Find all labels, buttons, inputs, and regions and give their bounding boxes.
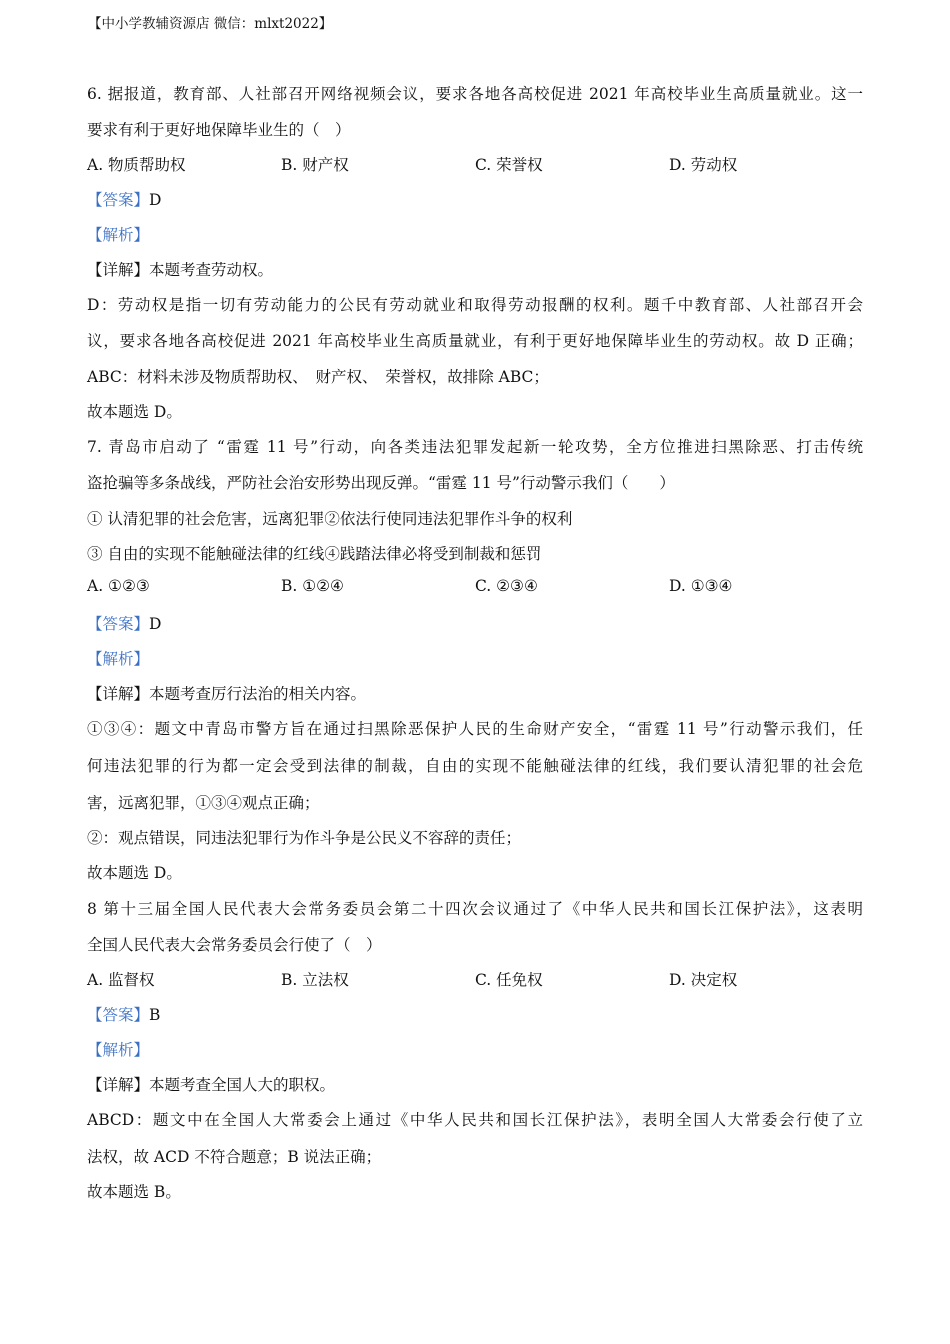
q7-options (87, 577, 863, 599)
page-header: 【中小学教辅资源店 微信：mlxt2022】 (88, 16, 333, 32)
q6-answer-tag: 【答案】 (87, 191, 150, 209)
q6-explain-line3: ABC：材料未涉及物质帮助权、 财产权、 荣誉权，故排除 ABC； (87, 368, 549, 386)
q6-detail: 【详解】本题考查劳动权。 (87, 261, 274, 279)
q7-item-line2: ③ 自由的实现不能触碰法律的红线④践踏法律必将受到制裁和惩罚 (87, 545, 542, 563)
q8-answer-tag: 【答案】 (87, 1006, 150, 1024)
q7-explain-line3: 害，远离犯罪，①③④观点正确； (87, 794, 320, 812)
q7-answer-value: D (149, 615, 162, 633)
q7-item-line1: ① 认清犯罪的社会危害，远离犯罪②依法行使同违法犯罪作斗争的权利 (87, 510, 573, 528)
q6-options (87, 153, 863, 175)
q8-option-d: D. 决定权 (669, 971, 738, 989)
q6-option-d: D. 劳动权 (669, 156, 738, 174)
q7-option-a: A. ①②③ (87, 577, 150, 595)
q6-explain-line1: D：劳动权是指一切有劳动能力的公民有劳动就业和取得劳动报酬的权利。题千中教育部、人社部召开会 (87, 296, 863, 314)
q8-analysis-tag: 【解析】 (87, 1041, 150, 1059)
q8-stem-line2: 全国人民代表大会常务委员会行使了（ ） (87, 936, 382, 954)
q6-option-a: A. 物质帮助权 (87, 156, 186, 174)
q7-option-d: D. ①③④ (669, 577, 733, 595)
q8-option-a: A. 监督权 (87, 971, 155, 989)
q8-options (87, 968, 863, 990)
q8-answer (87, 1003, 160, 1025)
q7-answer-tag: 【答案】 (87, 615, 150, 633)
q6-answer (87, 188, 161, 210)
q6-explain-line2: 议，要求各地各高校促进 2021 年高校毕业生高质量就业，有利于更好地保障毕业生的劳动权。故 D 正确； (87, 332, 863, 350)
q7-explain-line2: 何违法犯罪的行为都一定会受到法律的制裁，自由的实现不能触碰法律的红线，我们要认清犯罪的社会危 (87, 757, 863, 775)
q7-explain-line1: ①③④：题文中青岛市警方旨在通过扫黑除恶保护人民的生命财产安全，“雷霆 11 号”行动警示我们，任 (87, 720, 863, 738)
q7-stem-line1: 7. 青岛市启动了 “雷霆 11 号”行动，向各类违法犯罪发起新一轮攻势，全方位推进扫黑除恶、打击传统 (87, 438, 863, 456)
q6-option-c: C. 荣誉权 (475, 156, 543, 174)
q7-conclusion: 故本题选 D。 (87, 864, 182, 882)
q6-answer-value: D (149, 191, 162, 209)
q7-analysis-tag: 【解析】 (87, 650, 150, 668)
q7-stem-line2: 盗抢骗等多条战线，严防社会治安形势出现反弹。“雷霆 11 号”行动警示我们（ ） (87, 474, 675, 492)
q8-explain-line2: 法权，故 ACD 不符合题意；B 说法正确； (87, 1148, 382, 1166)
q8-option-b: B. 立法权 (281, 971, 349, 989)
q8-answer-value: B (149, 1006, 161, 1024)
q7-option-c: C. ②③④ (475, 577, 538, 595)
q8-explain-line1: ABCD：题文中在全国人大常委会上通过《中华人民共和国长江保护法》，表明全国人大常委会行使了立 (87, 1111, 863, 1129)
q7-detail: 【详解】本题考查厉行法治的相关内容。 (87, 685, 367, 703)
q8-stem-line1: 8 第十三届全国人民代表大会常务委员会第二十四次会议通过了《中华人民共和国长江保护法》，这表明 (87, 900, 863, 918)
q6-option-b: B. 财产权 (281, 156, 349, 174)
q6-analysis-tag: 【解析】 (87, 226, 150, 244)
q6-stem-line1: 6. 据报道，教育部、人社部召开网络视频会议，要求各地各高校促进 2021 年高校毕业生高质量就业。这一 (87, 85, 863, 103)
q6-conclusion: 故本题选 D。 (87, 403, 182, 421)
q8-conclusion: 故本题选 B。 (87, 1183, 181, 1201)
q7-explain-line4: ②：观点错误，同违法犯罪行为作斗争是公民义不容辞的责任； (87, 829, 522, 847)
q8-option-c: C. 任免权 (475, 971, 543, 989)
q7-answer (87, 612, 161, 634)
q7-option-b: B. ①②④ (281, 577, 344, 595)
q6-stem-line2: 要求有利于更好地保障毕业生的（ ） (87, 121, 351, 139)
q8-detail: 【详解】本题考查全国人大的职权。 (87, 1076, 336, 1094)
